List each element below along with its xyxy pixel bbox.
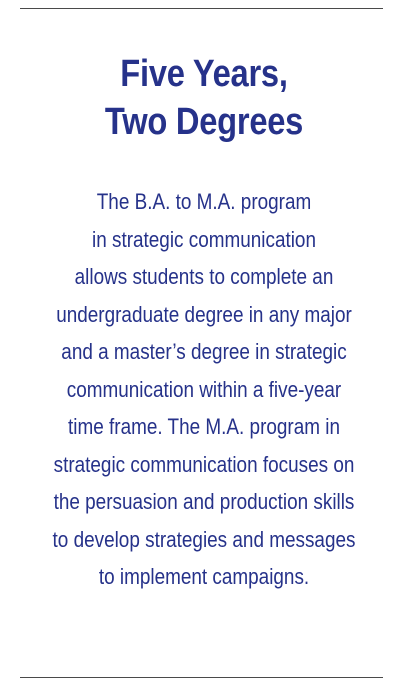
bottom-divider bbox=[20, 677, 383, 678]
body-line: time frame. The M.A. program in bbox=[68, 414, 340, 439]
body-line: the persuasion and production skills bbox=[53, 489, 355, 514]
body-line: undergraduate degree in any major bbox=[56, 301, 352, 327]
top-divider bbox=[20, 8, 383, 9]
heading-line-2: Two Degrees bbox=[104, 101, 304, 143]
body-paragraph bbox=[29, 183, 380, 596]
body-line: The B.A. to M.A. program bbox=[96, 189, 312, 214]
body-line: communication within a five-year bbox=[66, 376, 342, 402]
body-line: allows students to complete an bbox=[74, 264, 334, 289]
body-line: in strategic communication bbox=[91, 226, 316, 252]
body-line: to implement campaigns. bbox=[98, 564, 310, 589]
heading-line-1: Five Years, bbox=[120, 53, 288, 95]
body-line: and a master’s degree in strategic bbox=[61, 339, 347, 364]
heading bbox=[29, 50, 380, 146]
body-line: strategic communication focuses on bbox=[53, 451, 355, 477]
body-line: to develop strategies and messages bbox=[52, 526, 356, 552]
